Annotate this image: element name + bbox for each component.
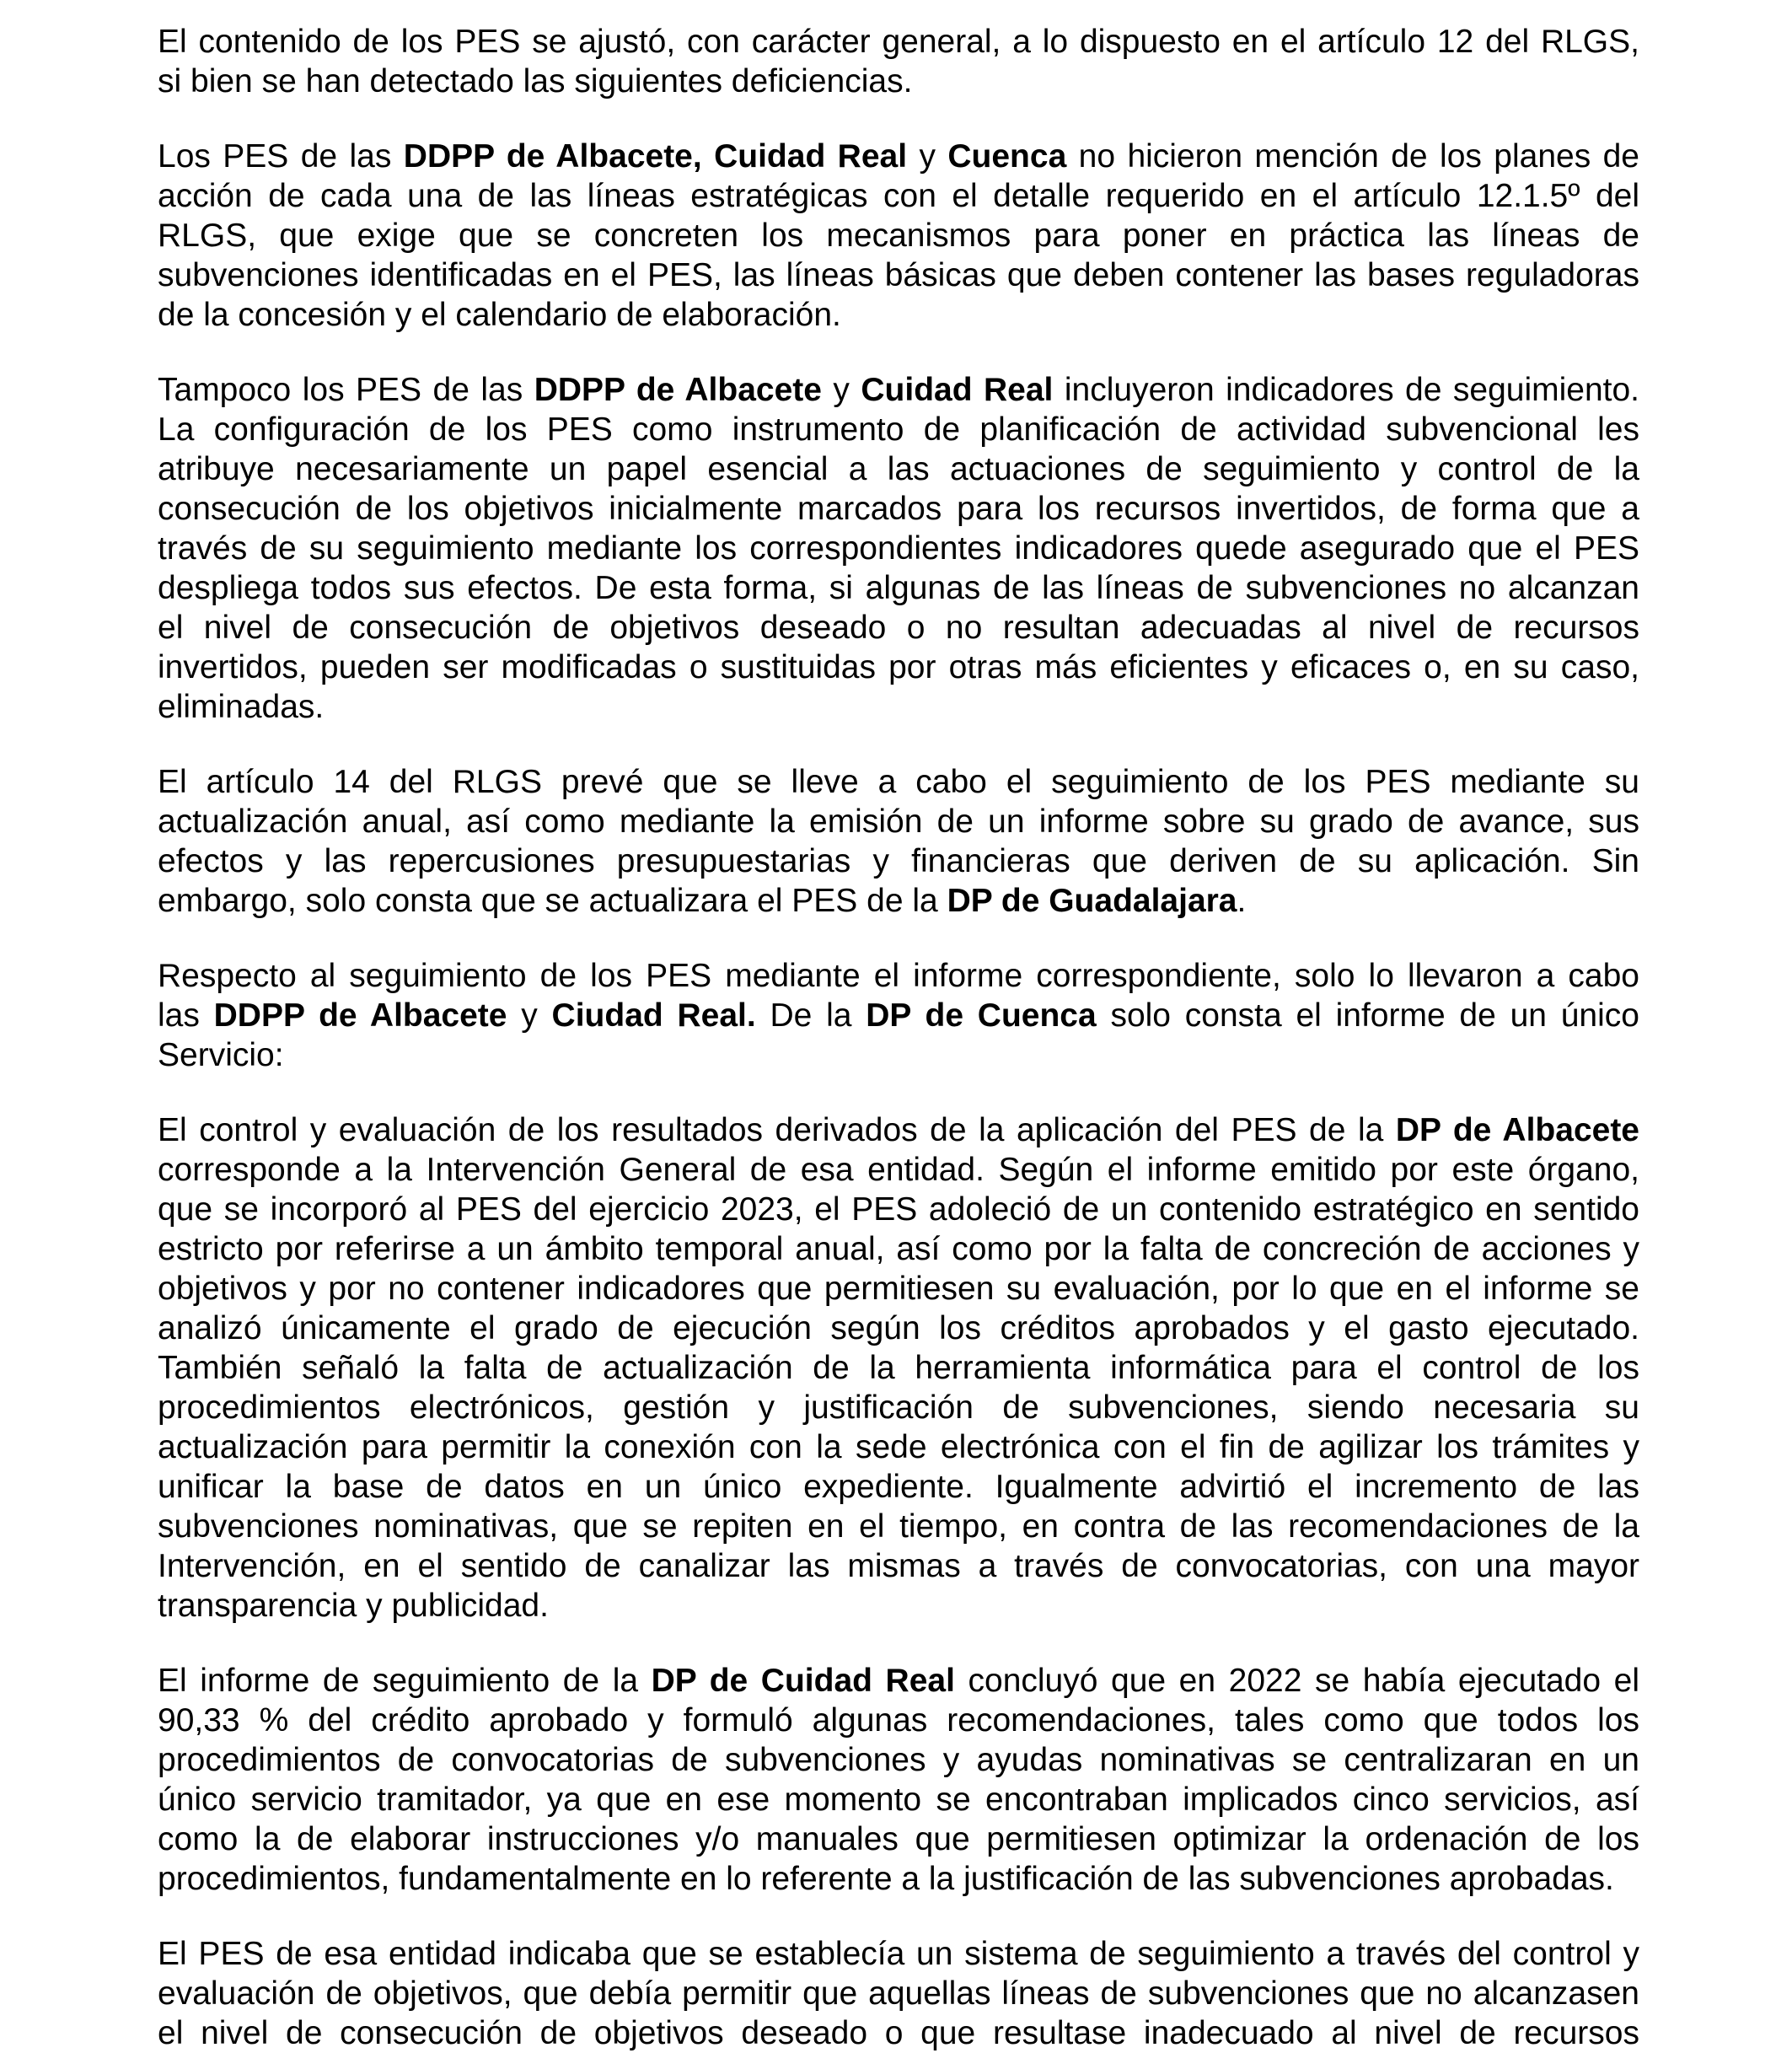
text-run: despliega todos sus efectos. De esta forma, si algunas de las líneas de subvenciones no alcanzan <box>158 570 1639 606</box>
text-line <box>158 1190 1639 1229</box>
text-run: procedimientos electrónicos, gestión y justificación de subvenciones, siendo necesaria su <box>158 1389 1639 1426</box>
text-run: invertidos, pueden ser modificadas o sustituidas por otras más eficientes y eficaces o, en su caso, <box>158 649 1639 685</box>
text-run: incluyeron indicadores de seguimiento. <box>1053 372 1640 408</box>
text-line <box>158 881 1639 921</box>
text-run: consecución de los objetivos inicialmente marcados para los recursos invertidos, de forma que a <box>158 491 1639 527</box>
text-line <box>158 1819 1639 1859</box>
text-line <box>158 1110 1639 1150</box>
text-line <box>158 2013 1639 2053</box>
bold-text-run: Cuenca <box>947 138 1067 175</box>
text-run: atribuye necesariamente un papel esencial a las actuaciones de seguimiento y control de la <box>158 451 1639 487</box>
text-line <box>158 1150 1639 1190</box>
text-line <box>158 1780 1639 1819</box>
text-line <box>158 370 1639 410</box>
text-run: Tampoco los PES de las <box>158 372 534 408</box>
text-run: Servicio: <box>158 1037 284 1073</box>
text-line <box>158 1467 1639 1507</box>
text-line <box>158 410 1639 449</box>
text-line <box>158 568 1639 608</box>
text-run: embargo, solo consta que se actualizara el PES de la <box>158 883 947 919</box>
text-line <box>158 1269 1639 1309</box>
text-run: el nivel de consecución de objetivos deseado o no resultan adecuadas al nivel de recursos <box>158 610 1639 646</box>
text-run: evaluación de objetivos, que debía permitir que aquellas líneas de subvenciones que no alcanzasen <box>158 1975 1639 2012</box>
text-run: actualización para permitir la conexión con la sede electrónica con el fin de agilizar los trámites y <box>158 1429 1639 1465</box>
text-run: unificar la base de datos en un único expediente. Igualmente advirtió el incremento de las <box>158 1469 1639 1505</box>
text-run: transparencia y publicidad. <box>158 1588 549 1624</box>
text-line <box>158 137 1639 176</box>
text-run: solo consta el informe de un único <box>1096 997 1639 1034</box>
text-line <box>158 216 1639 255</box>
text-run: El artículo 14 del RLGS prevé que se lleve a cabo el seguimiento de los PES mediante su <box>158 764 1639 800</box>
text-line <box>158 956 1639 996</box>
text-run: El PES de esa entidad indicaba que se establecía un sistema de seguimiento a través del control y <box>158 1936 1639 1972</box>
text-run: actualización anual, así como mediante la emisión de un informe sobre su grado de avance, sus <box>158 803 1639 840</box>
text-line <box>158 648 1639 687</box>
paragraph <box>158 1661 1639 1899</box>
bold-text-run: DP de Guadalajara <box>947 883 1237 919</box>
text-line <box>158 1934 1639 1974</box>
text-line <box>158 1309 1639 1348</box>
paragraph <box>158 956 1639 1075</box>
text-run: procedimientos, fundamentalmente en lo referente a la justificación de las subvenciones aprobadas. <box>158 1861 1614 1897</box>
bold-text-run: DDPP de Albacete, Cuidad Real <box>403 138 908 175</box>
bold-text-run: DP de Cuidad Real <box>651 1663 955 1699</box>
text-line <box>158 489 1639 529</box>
paragraph <box>158 1110 1639 1626</box>
text-line <box>158 255 1639 295</box>
text-line <box>158 529 1639 568</box>
text-line <box>158 762 1639 802</box>
text-run: corresponde a la Intervención General de esa entidad. Según el informe emitido por este órgano, <box>158 1152 1639 1188</box>
text-run: estricto por referirse a un ámbito temporal anual, así como por la falta de concreción de acciones y <box>158 1231 1639 1267</box>
text-line <box>158 1546 1639 1586</box>
text-run: el nivel de consecución de objetivos deseado o que resultase inadecuado al nivel de recursos <box>158 2015 1639 2051</box>
text-line <box>158 1507 1639 1546</box>
text-run: Respecto al seguimiento de los PES mediante el informe correspondiente, solo lo llevaron a cabo <box>158 958 1639 994</box>
text-run: Los PES de las <box>158 138 404 175</box>
text-line <box>158 608 1639 648</box>
text-line <box>158 1427 1639 1467</box>
text-line <box>158 687 1639 727</box>
text-run: La configuración de los PES como instrumento de planificación de actividad subvencional les <box>158 411 1639 448</box>
text-run: y <box>821 372 861 408</box>
text-line <box>158 996 1639 1035</box>
text-run: y <box>507 997 552 1034</box>
text-line <box>158 176 1639 216</box>
bold-text-run: DDPP de Albacete <box>213 997 507 1034</box>
text-run: no hicieron mención de los planes de <box>1066 138 1639 175</box>
text-line <box>158 22 1639 62</box>
paragraph <box>158 370 1639 727</box>
paragraph <box>158 1934 1639 2053</box>
text-run: subvenciones identificadas en el PES, las líneas básicas que deben contener las bases reguladoras <box>158 257 1639 293</box>
text-run: través de su seguimiento mediante los correspondientes indicadores quede asegurado que el PES <box>158 530 1639 567</box>
text-run: También señaló la falta de actualización de la herramienta informática para el control de los <box>158 1350 1639 1386</box>
text-run: subvenciones nominativas, que se repiten en el tiempo, en contra de las recomendaciones de la <box>158 1508 1639 1545</box>
text-run: El contenido de los PES se ajustó, con carácter general, a lo dispuesto en el artículo 12 del RLGS, <box>158 24 1639 60</box>
paragraph <box>158 22 1639 101</box>
text-run: único servicio tramitador, ya que en ese momento se encontraban implicados cinco servicios, así <box>158 1782 1639 1818</box>
text-run: que se incorporó al PES del ejercicio 2023, el PES adoleció de un contenido estratégico en sentido <box>158 1191 1639 1228</box>
text-run: efectos y las repercusiones presupuestarias y financieras que deriven de su aplicación. Sin <box>158 843 1639 879</box>
text-run: y <box>907 138 948 175</box>
text-run: analizó únicamente el grado de ejecución según los créditos aprobados y el gasto ejecutado. <box>158 1310 1639 1346</box>
text-line <box>158 1974 1639 2013</box>
text-run: . <box>1237 883 1247 919</box>
text-run: de la concesión y el calendario de elaboración. <box>158 297 841 333</box>
text-run: procedimientos de convocatorias de subvenciones y ayudas nominativas se centralizaran en un <box>158 1742 1639 1778</box>
bold-text-run: Ciudad Real. <box>551 997 756 1034</box>
bold-text-run: Cuidad Real <box>861 372 1054 408</box>
text-line <box>158 1035 1639 1075</box>
text-line <box>158 295 1639 335</box>
text-run: concluyó que en 2022 se había ejecutado el <box>954 1663 1640 1699</box>
text-line <box>158 1348 1639 1388</box>
text-line <box>158 1388 1639 1427</box>
text-run: si bien se han detectado las siguientes deficiencias. <box>158 63 913 99</box>
text-run: eliminadas. <box>158 689 325 725</box>
text-run: RLGS, que exige que se concreten los mecanismos para poner en práctica las líneas de <box>158 218 1639 254</box>
text-line <box>158 1229 1639 1269</box>
text-line <box>158 1586 1639 1626</box>
bold-text-run: DP de Albacete <box>1395 1112 1639 1148</box>
text-run: 90,33 % del crédito aprobado y formuló algunas recomendaciones, tales como que todos los <box>158 1702 1639 1739</box>
paragraph <box>158 137 1639 335</box>
text-line <box>158 802 1639 841</box>
text-line <box>158 841 1639 881</box>
bold-text-run: DP de Cuenca <box>866 997 1097 1034</box>
text-run: objetivos y por no contener indicadores que permitiesen su evaluación, por lo que en el informe se <box>158 1271 1639 1307</box>
bold-text-run: DDPP de Albacete <box>534 372 822 408</box>
text-run: las <box>158 997 214 1034</box>
text-run: De la <box>755 997 866 1034</box>
text-line <box>158 449 1639 489</box>
text-run: Intervención, en el sentido de canalizar las mismas a través de convocatorias, con una mayor <box>158 1548 1639 1584</box>
text-line <box>158 1701 1639 1740</box>
text-run: acción de cada una de las líneas estratégicas con el detalle requerido en el artículo 12.1.5º del <box>158 178 1639 214</box>
text-line <box>158 1859 1639 1899</box>
text-line <box>158 1740 1639 1780</box>
text-run: El informe de seguimiento de la <box>158 1663 652 1699</box>
text-line <box>158 1661 1639 1701</box>
paragraph <box>158 762 1639 921</box>
text-line <box>158 62 1639 101</box>
text-run: El control y evaluación de los resultados derivados de la aplicación del PES de la <box>158 1112 1396 1148</box>
text-run: como la de elaborar instrucciones y/o manuales que permitiesen optimizar la ordenación de los <box>158 1821 1639 1857</box>
